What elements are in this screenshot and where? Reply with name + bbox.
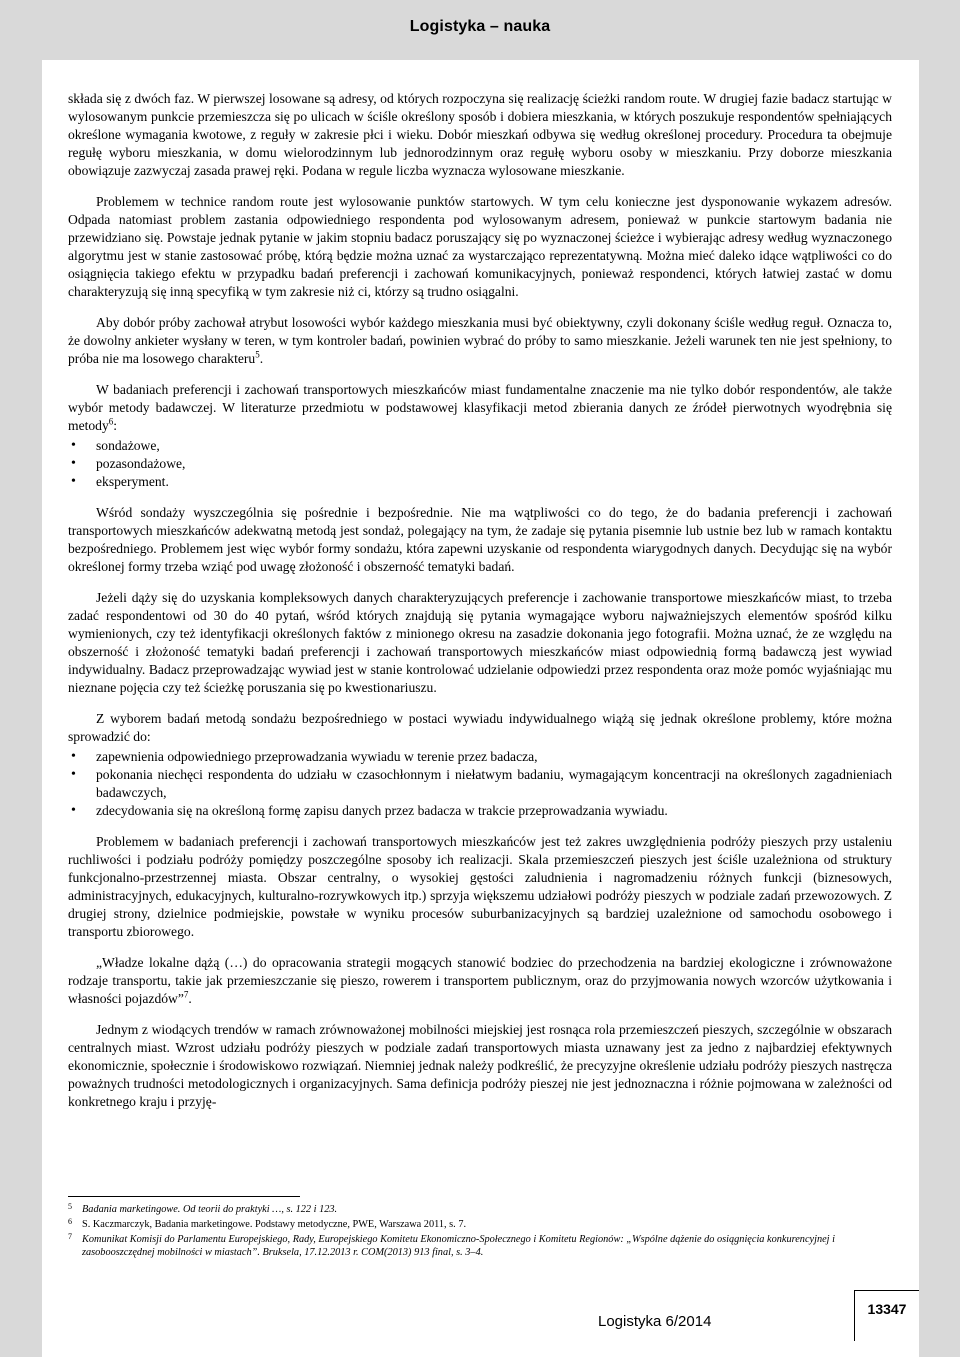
- list-item: • sondażowe,: [68, 437, 892, 455]
- paragraph: Jeżeli dąży się do uzyskania kompleksowych danych charakteryzujących preferencje i zachowanie transportowe mieszkańców miast, to trzeba zadać respondentowi od 30 do 40 pytań, wśród których znajdują się pytania wymagające wyboru najważniejszych elementów spośród kilku wymienionych, czy też identyfikacji określonych faktów z minionego okresu na zasadzie dokonania jego fotografii. Można uznać, że ze względu na obszerność i złożoność tematyki badań preferencji i zachowań transportowych mieszkańców miast odpowiednią formą badawczą jest wywiad indywidualny. Badacz przeprowadzając wywiad jest w stanie kontrolować udzielanie odpowiedzi przez respondenta oraz może pomóc wyjaśniając mu nieznane pojęcia czy też ścieżkę poruszania się po kwestionariuszu.: [68, 590, 892, 695]
- page-number-box: [854, 1290, 919, 1341]
- quotation-paragraph: [68, 954, 892, 1008]
- footnote: [68, 1203, 892, 1216]
- paragraph: [68, 314, 892, 368]
- list-item: • zdecydowania się na określoną formę zapisu danych przez badacza w trakcie przeprowadzania wywiadu.: [68, 802, 892, 820]
- paragraph: Jednym z wiodących trendów w ramach zrównoważonej mobilności miejskiej jest rosnąca rola przemieszczeń pieszych, szczególnie w obszarach centralnych miast. Wzrost udziału podróży pieszych w podziale zadań transportowych miasta uznawany jest za jedno z najbardziej efektywnych ekonomicznie, społecznie i środowiskowo rozwiązań. Niemniej jednak należy podkreślić, że precyzyjne określenie udziału podróży pieszych nastręcza poważnych trudności metodologicznych i organizacyjnych. Sama definicja podróży pieszej nie jest jednoznaczna i różnie pojmowana w zależności od konkretnego kraju i przyję-: [68, 1022, 892, 1109]
- running-header: Logistyka – nauka: [409, 18, 551, 35]
- paragraph: Wśród sondaży wyszczególnia się pośrednie i bezpośrednie. Nie ma wątpliwości co do tego, że do badania preferencji i zachowań transportowych mieszkańców adekwatną metodą jest sondaż, polegający na tym, że zadaje się pytania pisemnie lub ustnie bez lub w ramach kontaktu bezpośredniego. Problemem jest więc wybór formy sondażu, która zapewni uzyskanie od respondenta wiarygodnych danych. Decydując się na wybór określonej formy trzeba wziąć pod uwagę złożoność i obszerność tematyki badań.: [68, 505, 892, 574]
- footnote: [68, 1233, 892, 1259]
- list-item: • eksperyment.: [68, 473, 892, 491]
- footnote-ref[interactable]: 6: [108, 416, 114, 427]
- paragraph-text: „Władze lokalne dążą (…) do opracowania strategii mogących stanowić bodziec do przechodzenia na bardziej ekologiczne i zrównoważone rodzaje transportu, takie jak przemieszczanie się pieszo, rowerem i transportem publicznym, oraz do przyjmowania nowych wzorców użytkowania i własności pojazdów”: [68, 955, 892, 1006]
- left-margin-strip: [0, 60, 42, 1357]
- footnote-number: 7: [68, 1232, 72, 1241]
- footnote-ref[interactable]: 7: [183, 989, 189, 1000]
- footnote-divider: [68, 1196, 300, 1197]
- methods-list: [68, 437, 892, 491]
- paragraph-text: Aby dobór próby zachował atrybut losowości wybór każdego mieszkania musi być obiektywny, czyli dokonany ściśle według reguł. Oznacza to, że dowolny ankieter wysłany w teren, w tym kontroler badań, powinien wybrać do próby to samo mieszkanie. Jeżeli warunek ten nie jest spełniony, to próba nie ma losowego charakteru: [68, 315, 892, 366]
- paragraph: Z wyborem badań metodą sondażu bezpośredniego w postaci wywiadu indywidualnego wiążą się jednak określone problemy, które można sprowadzić do:: [68, 711, 892, 744]
- punctuation: .: [188, 991, 192, 1006]
- problems-list: [68, 748, 892, 820]
- paragraph-text: W badaniach preferencji i zachowań transportowych mieszkańców miast fundamentalne znaczenie ma nie tylko dobór respondentów, ale także wybór metody badawczej. W literaturze przedmiotu w podstawowej klasyfikacji metod zbierania danych ze źródeł pierwotnych wyodrębnia się metody: [68, 382, 892, 433]
- paragraph: Problemem w technice random route jest wylosowanie punktów startowych. W tym celu konieczne jest dysponowanie wykazem adresów. Odpada natomiast problem zastania odpowiedniego respondenta pod wylosowanym adresem, ponieważ w punkcie startowym badania nie przewidziano się. Powstaje jednak pytanie w jakim stopniu badacz poruszający się po wyznaczonej ścieżce i wybierając adresy według wyznaczonego algorytmu jest w stanie zastosować próbę, którą będzie można uznać za wystarczająco reprezentatywną. Można mieć daleko idące wątpliwości co do osiągnięcia takiego efektu w przypadku badań preferencji i zachowań komunikacyjnych, ponieważ respondenci, których łatwiej zastać w domu charakteryzują się inną specyfiką w tym zakresie niż ci, którzy są trudno osiągalni.: [68, 194, 892, 299]
- footnote-text: Badania marketingowe. Od teorii do praktyki …, s. 122 i 123.: [82, 1204, 338, 1215]
- page-number: 13347: [867, 1301, 907, 1317]
- list-item: • pozasondażowe,: [68, 455, 892, 473]
- footnote-number: 6: [68, 1217, 72, 1226]
- bottom-area: [42, 1290, 854, 1357]
- right-margin-strip: [919, 60, 960, 1357]
- punctuation: .: [259, 351, 264, 366]
- footnote-text: S. Kaczmarczyk, Badania marketingowe. Podstawy metodyczne, PWE, Warszawa 2011, s. 7.: [82, 1219, 467, 1230]
- footnote-ref[interactable]: 5: [255, 349, 260, 360]
- footnote-text: Komunikat Komisji do Parlamentu Europejskiego, Rady, Europejskiego Komitetu Ekonomiczno-Społecznego i Komitetu Regionów: „Wspólne dążenie do osiągnięcia konkurencyjnej i zasobooszczędnej mobilności w miastach”. Bruksela, 17.12.2013 r. COM(2013) 913 final, s. 3–4.: [82, 1234, 835, 1258]
- list-item: • zapewnienia odpowiedniego przeprowadzania wywiadu w terenie przez badacza,: [68, 748, 892, 766]
- list-item: • pokonania niechęci respondenta do udziału w czasochłonnym i niełatwym badaniu, wymagającym koncentracji na określonych zagadnieniach badawczych,: [68, 766, 892, 802]
- paragraph: składa się z dwóch faz. W pierwszej losowane są adresy, od których rozpoczyna się realizację ścieżki random route. W drugiej fazie badacz startując w wylosowanym punkcie przemieszcza się po ulicach w ściśle określony sposób i dobiera mieszkania, w których poszukuje respondentów spełniających określone wymagania kwotowe, z reguły w zakresie płci i wieku. Dobór mieszkań odbywa się według określonej procedury. Procedura ta obejmuje regułę wyboru mieszkania, w domu wielorodzinnym lub jednorodzinnym oraz regułę wyboru osoby w mieszkaniu. Przy doborze mieszkania obowiązuje zazwyczaj zasada prawej ręki. Podana w regule liczba wyznacza wylosowane mieszkanie.: [68, 91, 892, 178]
- footnote-number: 5: [68, 1202, 72, 1211]
- footnotes: [68, 1203, 892, 1261]
- punctuation: :: [113, 418, 118, 433]
- paragraph: [68, 381, 892, 435]
- article-body: [68, 90, 892, 1124]
- journal-footer: Logistyka 6/2014: [598, 1313, 712, 1330]
- footnote: [68, 1218, 892, 1231]
- paragraph: Problemem w badaniach preferencji i zachowań transportowych mieszkańców jest też zakres uwzględnienia podróży pieszych przy ustaleniu ruchliwości i podziału podróży pomiędzy poszczególne sposoby ich realizacji. Skala przemieszczeń pieszych jest ściśle uzależniona od struktury funkcjonalno-przestrzennej miasta. Obszar centralny, o wysokiej gęstości zaludnienia i nagromadzeniu różnych funkcji (biznesowych, administracyjnych, edukacyjnych, kulturalno-rozrywkowych itp.) sprzyja większemu udziałowi podróży pieszych w podziale zadań przewozowych. Z drugiej strony, dzielnice podmiejskie, powstałe w wyniku procesów suburbanizacyjnych są bardziej uzależnione od samochodu osobowego i transportu zbiorowego.: [68, 834, 892, 939]
